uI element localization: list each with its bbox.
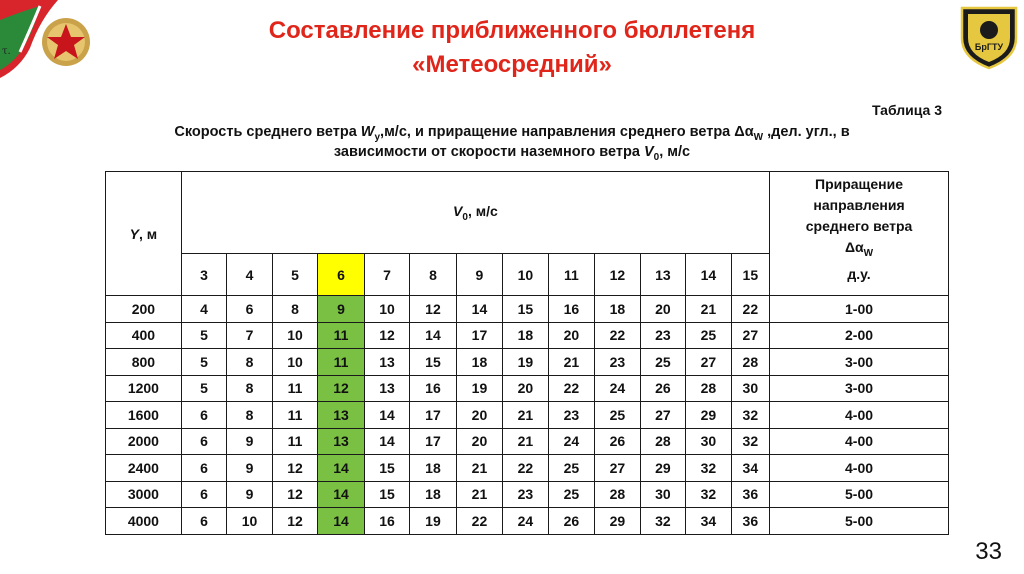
- wind-speed-cell: 22: [731, 296, 769, 323]
- table-row: [106, 455, 949, 482]
- wind-speed-cell: 14: [456, 296, 502, 323]
- v0-value-header: 12: [595, 254, 640, 296]
- wind-speed-cell: 6: [181, 508, 226, 535]
- wind-speed-cell: 21: [548, 349, 594, 376]
- wind-speed-cell: 19: [410, 508, 456, 535]
- wind-speed-cell: 17: [410, 428, 456, 455]
- wind-speed-cell: 23: [548, 402, 594, 429]
- wind-speed-cell: 27: [595, 455, 640, 482]
- wind-speed-cell: 4: [181, 296, 226, 323]
- wind-speed-cell: 26: [640, 375, 685, 402]
- wind-speed-cell: 17: [456, 322, 502, 349]
- altitude-cell: 4000: [106, 508, 182, 535]
- wind-speed-cell: 27: [640, 402, 685, 429]
- wind-speed-cell: 16: [364, 508, 409, 535]
- direction-increment-cell: 5-00: [770, 481, 949, 508]
- wind-speed-cell: 6: [181, 402, 226, 429]
- wind-speed-cell: 11: [272, 375, 317, 402]
- table-row: [106, 375, 949, 402]
- wind-speed-cell: 30: [686, 428, 731, 455]
- wind-speed-cell: 32: [686, 481, 731, 508]
- table-row: [106, 349, 949, 376]
- wind-speed-cell: 16: [548, 296, 594, 323]
- wind-speed-cell: 19: [456, 375, 502, 402]
- wind-speed-cell: 25: [686, 322, 731, 349]
- wind-speed-cell: 21: [456, 455, 502, 482]
- wind-speed-cell: 28: [686, 375, 731, 402]
- wind-speed-cell: 32: [640, 508, 685, 535]
- wind-speed-cell: 15: [364, 481, 409, 508]
- v0-header: $V_0$, м/с: [181, 172, 769, 254]
- table-row: [106, 508, 949, 535]
- v0-value-header: 5: [272, 254, 317, 296]
- wind-speed-cell: 18: [503, 322, 548, 349]
- table-caption-line1: Скорость среднего ветра $W_y,м/с$, и приращение направления среднего ветра $\Delta\alpha_W$ ,дел. угл., в: [174, 124, 850, 143]
- wind-speed-cell: 12: [272, 508, 317, 535]
- wind-speed-cell: 28: [640, 428, 685, 455]
- wind-speed-cell: 13: [364, 375, 409, 402]
- wind-speed-cell: 24: [548, 428, 594, 455]
- v0-value-header: 14: [686, 254, 731, 296]
- wind-speed-cell: 9: [227, 481, 272, 508]
- wind-speed-cell: 18: [410, 481, 456, 508]
- wind-speed-cell: 29: [640, 455, 685, 482]
- wind-speed-cell: 36: [731, 481, 769, 508]
- altitude-cell: 1600: [106, 402, 182, 429]
- wind-speed-cell: 14: [364, 428, 409, 455]
- wind-speed-cell: 20: [456, 428, 502, 455]
- altitude-cell: 200: [106, 296, 182, 323]
- wind-speed-cell: 11: [318, 349, 364, 376]
- wind-speed-cell: 14: [318, 455, 364, 482]
- wind-speed-cell: 25: [548, 481, 594, 508]
- wind-speed-cell: 10: [364, 296, 409, 323]
- svg-text:τ.: τ.: [2, 46, 11, 57]
- wind-speed-cell: 32: [731, 402, 769, 429]
- wind-speed-cell: 11: [318, 322, 364, 349]
- wind-speed-cell: 32: [731, 428, 769, 455]
- table-row: [106, 481, 949, 508]
- wind-speed-cell: 14: [364, 402, 409, 429]
- wind-speed-cell: 25: [548, 455, 594, 482]
- wind-speed-cell: 20: [456, 402, 502, 429]
- wind-speed-cell: 25: [640, 349, 685, 376]
- wind-speed-cell: 8: [227, 349, 272, 376]
- v0-value-header: 6: [318, 254, 364, 296]
- wind-speed-cell: 9: [227, 455, 272, 482]
- wind-speed-cell: 11: [272, 428, 317, 455]
- table-row: [106, 322, 949, 349]
- wind-speed-cell: 13: [364, 349, 409, 376]
- wind-speed-cell: 15: [364, 455, 409, 482]
- altitude-cell: 2000: [106, 428, 182, 455]
- wind-speed-cell: 12: [318, 375, 364, 402]
- wind-speed-cell: 26: [595, 428, 640, 455]
- table-row: [106, 402, 949, 429]
- slide-title-line1: Составление приближенного бюллетеня: [268, 17, 756, 44]
- wind-table: [105, 171, 949, 535]
- wind-speed-cell: 5: [181, 349, 226, 376]
- wind-speed-cell: 30: [640, 481, 685, 508]
- wind-speed-cell: 34: [686, 508, 731, 535]
- wind-speed-cell: 12: [272, 455, 317, 482]
- wind-speed-cell: 11: [272, 402, 317, 429]
- page-number: 33: [975, 538, 1002, 565]
- y-header: Y, м: [106, 172, 182, 296]
- v0-value-header: 10: [503, 254, 548, 296]
- wind-speed-cell: 16: [410, 375, 456, 402]
- wind-speed-cell: 5: [181, 322, 226, 349]
- wind-speed-cell: 12: [364, 322, 409, 349]
- wind-speed-cell: 6: [227, 296, 272, 323]
- wind-speed-cell: 27: [686, 349, 731, 376]
- wind-speed-cell: 21: [686, 296, 731, 323]
- wind-speed-cell: 17: [410, 402, 456, 429]
- wind-speed-cell: 32: [686, 455, 731, 482]
- wind-speed-cell: 19: [503, 349, 548, 376]
- wind-speed-cell: 21: [503, 428, 548, 455]
- wind-speed-cell: 6: [181, 455, 226, 482]
- wind-speed-cell: 18: [595, 296, 640, 323]
- wind-speed-cell: 20: [548, 322, 594, 349]
- v0-value-header: 7: [364, 254, 409, 296]
- v0-value-header: 13: [640, 254, 685, 296]
- wind-speed-cell: 24: [595, 375, 640, 402]
- wind-speed-cell: 27: [731, 322, 769, 349]
- wind-speed-cell: 12: [410, 296, 456, 323]
- v0-value-header: 11: [548, 254, 594, 296]
- wind-speed-cell: 18: [456, 349, 502, 376]
- wind-speed-cell: 9: [227, 428, 272, 455]
- direction-increment-cell: 4-00: [770, 428, 949, 455]
- wind-speed-cell: 15: [410, 349, 456, 376]
- wind-speed-cell: 14: [318, 481, 364, 508]
- table-caption-line2: зависимости от скорости наземного ветра $V_0$, м/с: [333, 144, 691, 163]
- altitude-cell: 800: [106, 349, 182, 376]
- altitude-cell: 1200: [106, 375, 182, 402]
- wind-speed-cell: 29: [686, 402, 731, 429]
- table-row: [106, 296, 949, 323]
- table-label: Таблица 3: [871, 102, 942, 118]
- altitude-cell: 400: [106, 322, 182, 349]
- altitude-cell: 2400: [106, 455, 182, 482]
- table-row: [106, 428, 949, 455]
- direction-increment-cell: 1-00: [770, 296, 949, 323]
- wind-speed-cell: 23: [640, 322, 685, 349]
- wind-speed-cell: 36: [731, 508, 769, 535]
- wind-speed-cell: 6: [181, 481, 226, 508]
- wind-speed-cell: 10: [272, 349, 317, 376]
- direction-increment-cell: 4-00: [770, 455, 949, 482]
- altitude-cell: 3000: [106, 481, 182, 508]
- wind-speed-cell: 26: [548, 508, 594, 535]
- svg-text:БрГТУ: БрГТУ: [974, 42, 1004, 52]
- wind-speed-cell: 23: [595, 349, 640, 376]
- wind-speed-cell: 22: [548, 375, 594, 402]
- direction-increment-cell: 3-00: [770, 349, 949, 376]
- direction-increment-cell: 3-00: [770, 375, 949, 402]
- wind-speed-cell: 18: [410, 455, 456, 482]
- direction-increment-cell: 2-00: [770, 322, 949, 349]
- wind-speed-cell: 13: [318, 428, 364, 455]
- wind-speed-cell: 20: [640, 296, 685, 323]
- v0-value-header: 3: [181, 254, 226, 296]
- wind-speed-cell: 21: [456, 481, 502, 508]
- wind-speed-cell: 25: [595, 402, 640, 429]
- wind-speed-cell: 10: [227, 508, 272, 535]
- wind-speed-cell: 14: [410, 322, 456, 349]
- direction-increment-cell: 5-00: [770, 508, 949, 535]
- v0-value-header: 8: [410, 254, 456, 296]
- v0-value-header: 9: [456, 254, 502, 296]
- wind-speed-cell: 9: [318, 296, 364, 323]
- v0-value-header: 4: [227, 254, 272, 296]
- wind-speed-cell: 28: [731, 349, 769, 376]
- slide-title-line2: «Метеосредний»: [412, 51, 612, 78]
- wind-speed-cell: 7: [227, 322, 272, 349]
- wind-speed-cell: 29: [595, 508, 640, 535]
- wind-speed-cell: 22: [503, 455, 548, 482]
- wind-speed-cell: 10: [272, 322, 317, 349]
- direction-increment-cell: 4-00: [770, 402, 949, 429]
- wind-speed-cell: 6: [181, 428, 226, 455]
- wind-speed-cell: 14: [318, 508, 364, 535]
- wind-speed-cell: 13: [318, 402, 364, 429]
- wind-speed-cell: 23: [503, 481, 548, 508]
- wind-speed-cell: 8: [272, 296, 317, 323]
- v0-value-header: 15: [731, 254, 769, 296]
- wind-speed-cell: 20: [503, 375, 548, 402]
- delta-header: Приращение направления среднего ветра $\Delta\alpha_W$ д.у.: [770, 172, 949, 296]
- wind-speed-cell: 12: [272, 481, 317, 508]
- wind-speed-cell: 22: [456, 508, 502, 535]
- wind-speed-cell: 30: [731, 375, 769, 402]
- wind-speed-cell: 8: [227, 402, 272, 429]
- wind-speed-cell: 28: [595, 481, 640, 508]
- wind-speed-cell: 8: [227, 375, 272, 402]
- wind-speed-cell: 21: [503, 402, 548, 429]
- wind-speed-cell: 22: [595, 322, 640, 349]
- wind-speed-cell: 15: [503, 296, 548, 323]
- wind-speed-cell: 24: [503, 508, 548, 535]
- wind-speed-cell: 34: [731, 455, 769, 482]
- wind-speed-cell: 5: [181, 375, 226, 402]
